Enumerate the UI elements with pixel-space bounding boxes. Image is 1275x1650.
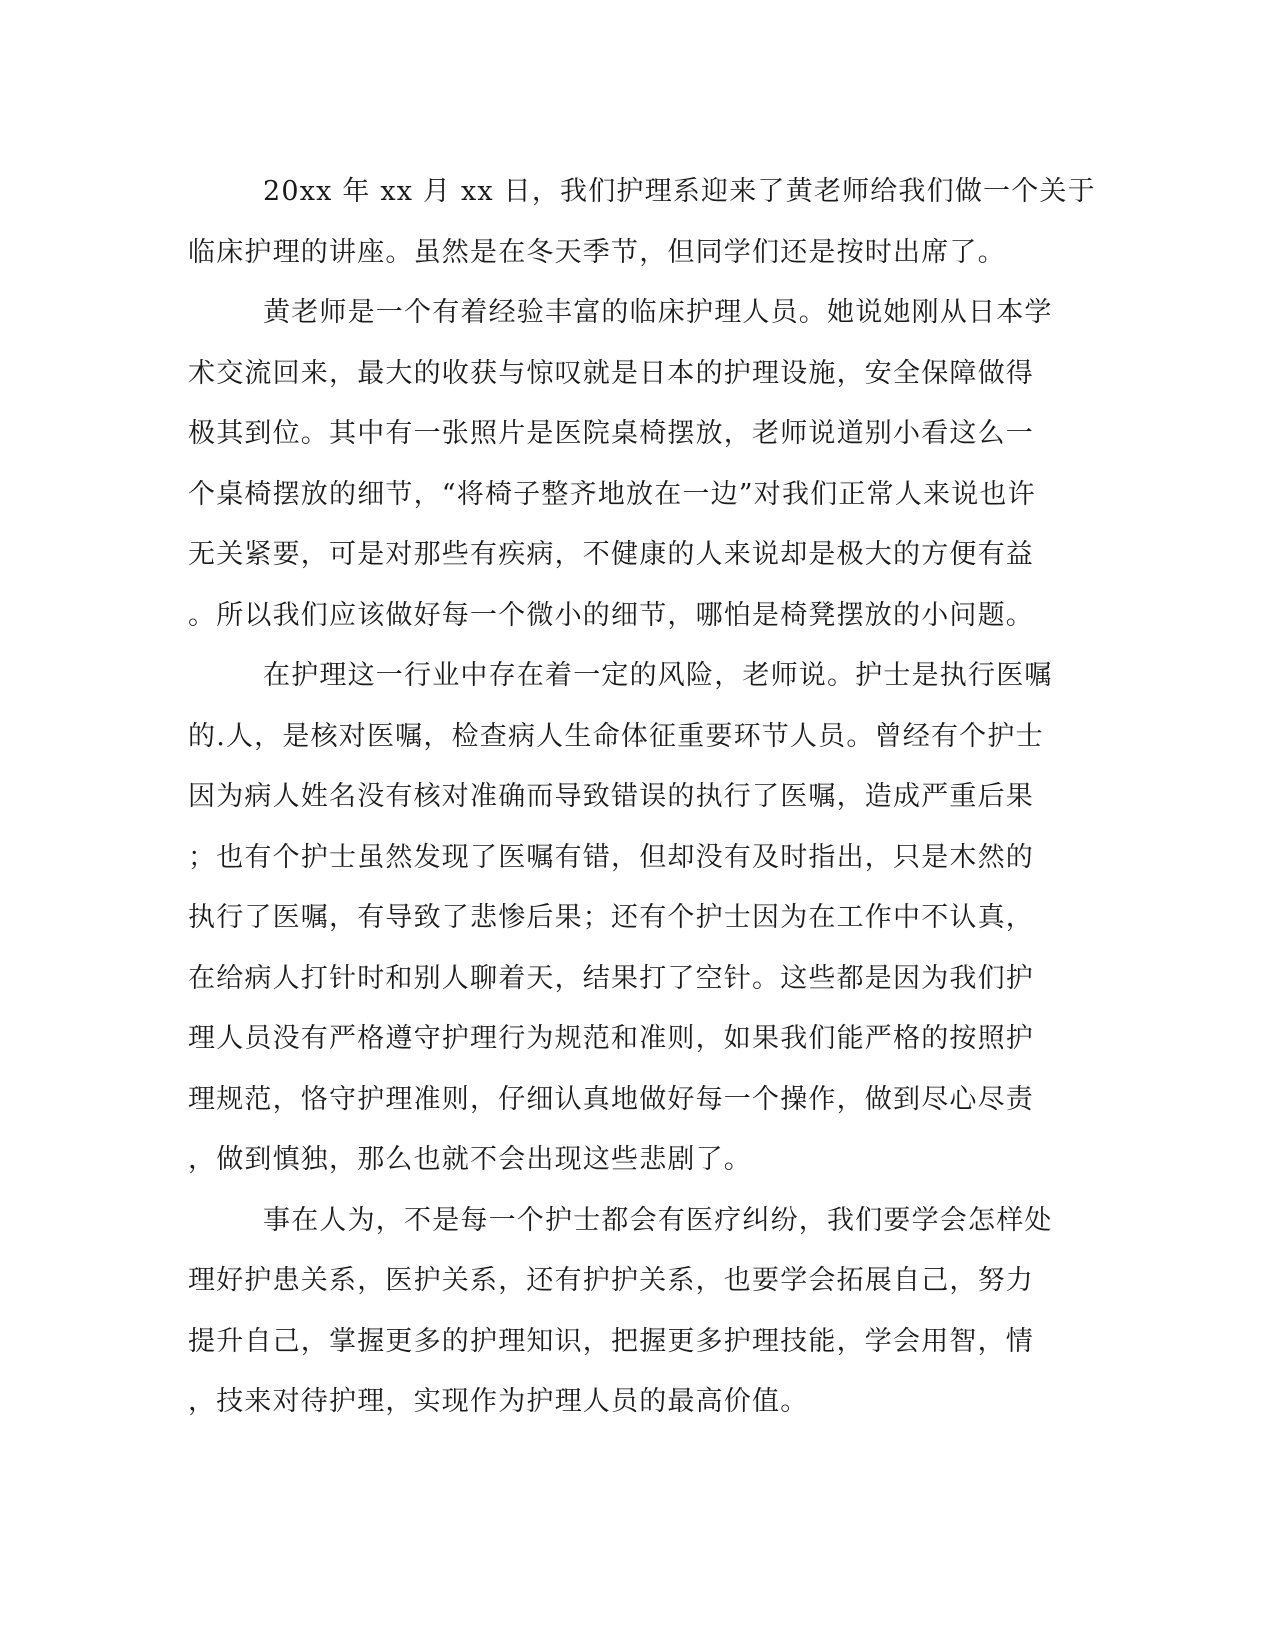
- paragraph-line: 。所以我们应该做好每一个微小的细节，哪怕是椅凳摆放的小问题。: [188, 599, 1034, 631]
- paragraph-line: 理规范，恪守护理准则，仔细认真地做好每一个操作，做到尽心尽责: [188, 1083, 1034, 1115]
- paragraph-line: 极其到位。其中有一张照片是医院桌椅摆放，老师说道别小看这么一: [188, 418, 1034, 449]
- paragraph-line: 的.人，是核对医嘱，检查病人生命体征重要环节人员。曾经有个护士: [188, 720, 1044, 752]
- paragraph-line: ，做到慎独，那么也就不会出现这些悲剧了。: [188, 1144, 752, 1175]
- paragraph-line: 提升自己，掌握更多的护理知识，把握更多护理技能，学会用智，情: [188, 1325, 1034, 1357]
- paragraph-2: [188, 283, 1088, 646]
- paragraph-line: 理人员没有严格遵守护理行为规范和准则，如果我们能严格的按照护: [188, 1023, 1034, 1054]
- paragraph-line: 20xx 年 xx 月 xx 日，我们护理系迎来了黄老师给我们做一个关于: [263, 176, 1096, 207]
- paragraph-line: 因为病人姓名没有核对准确而导致错误的执行了医嘱，造成严重后果: [188, 781, 1034, 812]
- paragraph-line: 事在人为，不是每一个护士都会有医疗纠纷，我们要学会怎样处: [263, 1204, 1053, 1236]
- paragraph-1: [188, 162, 1096, 283]
- paragraph-line: 理好护患关系，医护关系，还有护护关系，也要学会拓展自己，努力: [188, 1265, 1034, 1296]
- paragraph-line: 在给病人打针时和别人聊着天，结果打了空针。这些都是因为我们护: [188, 962, 1034, 994]
- paragraph-line: 个桌椅摆放的细节，“将椅子整齐地放在一边”对我们正常人来说也许: [188, 478, 1036, 510]
- paragraph-3: [188, 646, 1088, 1191]
- paragraph-line: 执行了医嘱，有导致了悲惨后果；还有个护士因为在工作中不认真，: [188, 902, 1034, 933]
- document-body: [188, 162, 1096, 1433]
- paragraph-line: ，技来对待护理，实现作为护理人员的最高价值。: [188, 1386, 809, 1417]
- paragraph-line: 在护理这一行业中存在着一定的风险，老师说。护士是执行医嘱: [263, 660, 1053, 691]
- paragraph-4: [188, 1191, 1088, 1433]
- paragraph-line: 术交流回来，最大的收获与惊叹就是日本的护理设施，安全保障做得: [188, 357, 1034, 389]
- paragraph-line: 无关紧要，可是对那些有疾病，不健康的人来说却是极大的方便有益: [188, 539, 1034, 570]
- paragraph-line: 临床护理的讲座。虽然是在冬天季节，但同学们还是按时出席了。: [188, 236, 1006, 268]
- paragraph-line: 黄老师是一个有着经验丰富的临床护理人员。她说她刚从日本学: [263, 297, 1053, 328]
- paragraph-line: ；也有个护士虽然发现了医嘱有错，但却没有及时指出，只是木然的: [188, 841, 1034, 873]
